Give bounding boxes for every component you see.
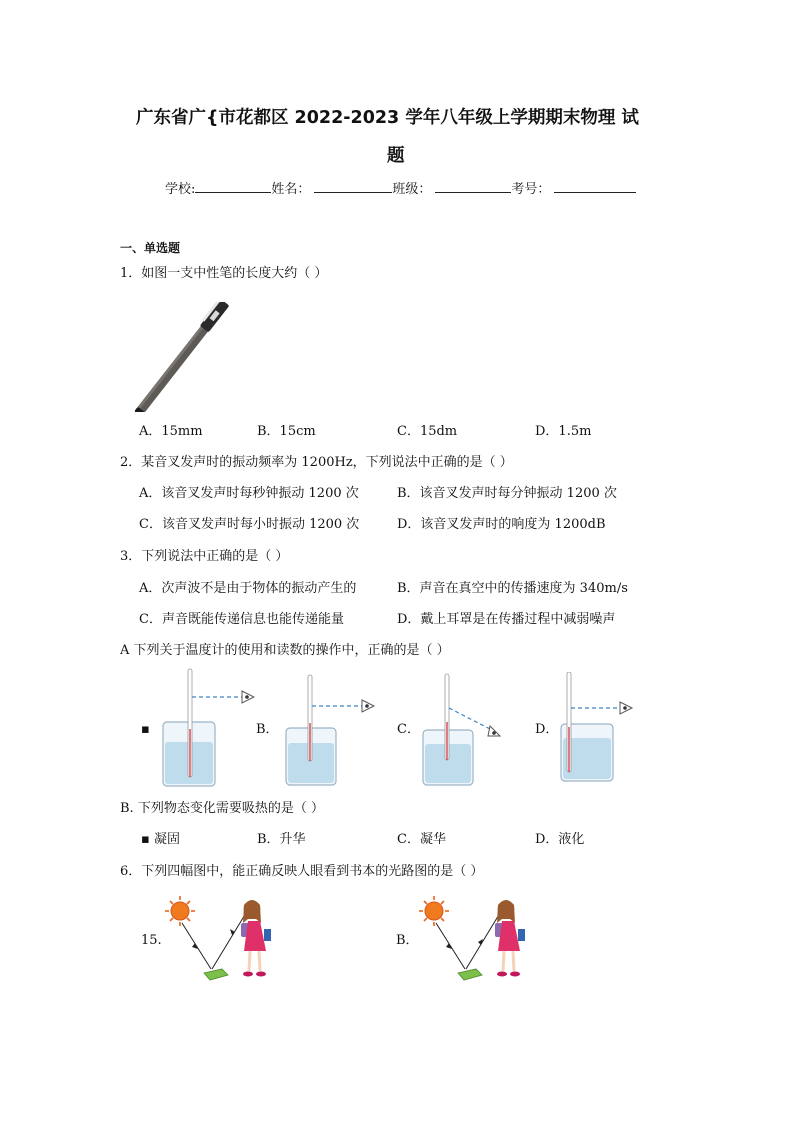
q4-option-c-label[interactable]: C．	[397, 722, 420, 737]
question-4-stem: A 下列关于温度计的使用和读数的操作中，正确的是（ ）	[120, 643, 450, 658]
school-label: 学校:	[165, 182, 196, 197]
question-6-stem: 6．下列四幅图中，能正确反映人眼看到书本的光路图的是（ ）	[120, 864, 484, 879]
exam-number-label: 考号：	[511, 182, 551, 197]
q6-option-b-label[interactable]: B．	[396, 933, 419, 948]
name-blank[interactable]	[314, 180, 392, 193]
girl-icon	[495, 900, 525, 977]
pen-figure	[118, 302, 248, 412]
section-heading: 一、单选题	[120, 241, 181, 255]
class-blank[interactable]	[435, 180, 511, 193]
q4-option-b-label[interactable]: B．	[256, 722, 279, 737]
q5-option-c[interactable]: C．凝华	[397, 832, 446, 847]
q2-option-b[interactable]: B．该音叉发声时每分钟振动 1200 次	[397, 486, 617, 501]
class-label: 班级：	[392, 182, 432, 197]
q4-option-a-label[interactable]: ▪	[141, 722, 150, 737]
light-path-figure-a	[164, 893, 284, 985]
thermometer-figure-c	[420, 672, 530, 797]
q1-option-b[interactable]: B．15cm	[257, 424, 316, 439]
q3-option-d[interactable]: D．戴上耳罩是在传播过程中减弱噪声	[397, 612, 616, 627]
light-path-figure-b	[418, 893, 538, 985]
q2-option-a[interactable]: A．该音叉发声时每秒钟振动 1200 次	[139, 486, 359, 501]
q1-option-a[interactable]: A．15mm	[139, 424, 203, 439]
q6-option-a-label[interactable]: 15.	[141, 933, 162, 948]
page-title-line2: 题	[387, 146, 405, 166]
q5-option-d[interactable]: D．液化	[535, 832, 585, 847]
question-5-stem: B. 下列物态变化需要吸热的是（ ）	[120, 801, 324, 816]
girl-icon	[241, 900, 271, 977]
q5-option-b[interactable]: B．升华	[257, 832, 306, 847]
q2-option-d[interactable]: D．该音叉发声时的响度为 1200dB	[397, 517, 606, 532]
q3-option-b[interactable]: B．声音在真空中的传播速度为 340m/s	[397, 581, 628, 596]
q3-option-c[interactable]: C．声音既能传递信息也能传递能量	[139, 612, 344, 627]
q3-option-a[interactable]: A．次声波不是由于物体的振动产生的	[139, 581, 357, 596]
book-icon	[204, 969, 228, 980]
page-title-line1: 广东省广{市花都区 2022-2023 学年八年级上学期期末物理 试	[136, 108, 639, 128]
q2-option-c[interactable]: C．该音叉发声时每小时振动 1200 次	[139, 517, 360, 532]
question-3-stem: 3．下列说法中正确的是（ ）	[120, 549, 289, 564]
thermometer-figure-a	[158, 667, 268, 792]
exam-number-blank[interactable]	[554, 180, 636, 193]
q1-option-d[interactable]: D．1.5m	[535, 424, 592, 439]
name-label: 姓名：	[271, 182, 311, 197]
sun-icon	[419, 896, 449, 926]
q4-option-d-label[interactable]: D．	[535, 722, 559, 737]
thermometer-figure-d	[558, 672, 668, 797]
q5-option-a[interactable]: ▪ 凝固	[141, 832, 180, 847]
book-icon	[458, 969, 482, 980]
thermometer-figure-b	[283, 673, 393, 798]
student-info-row	[165, 180, 636, 198]
question-1-stem: 1．如图一支中性笔的长度大约（ ）	[120, 266, 328, 281]
school-blank[interactable]	[195, 180, 271, 193]
question-2-stem: 2．某音叉发声时的振动频率为 1200Hz，下列说法中正确的是（ ）	[120, 455, 513, 470]
q1-option-c[interactable]: C．15dm	[397, 424, 458, 439]
sun-icon	[165, 896, 195, 926]
